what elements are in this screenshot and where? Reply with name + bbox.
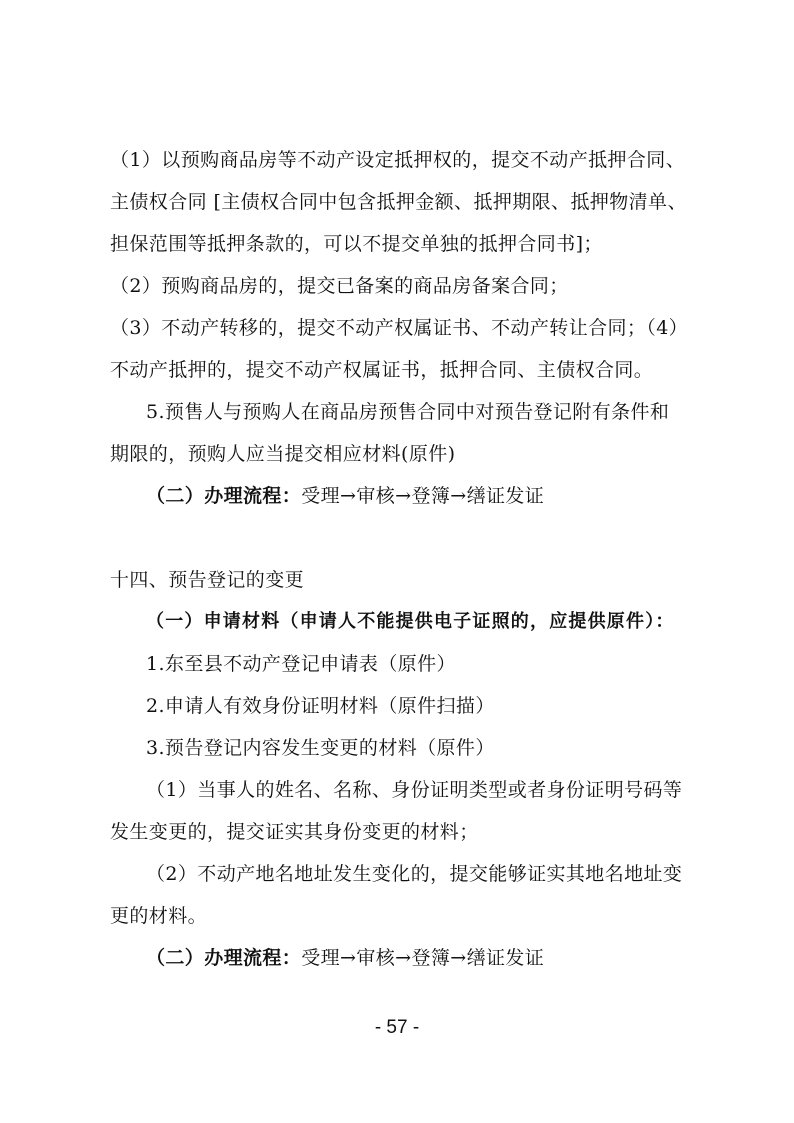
text-line: （2）预购商品房的，提交已备案的商品房备案合同； (110, 275, 569, 297)
process-label: （二）办理流程： (146, 947, 302, 969)
list-item: 更的材料。 (110, 905, 208, 927)
list-item: 2.申请人有效身份证明材料（原件扫描） (146, 695, 495, 717)
list-item: （2）不动产地名地址发生变化的，提交能够证实其地名地址变 (146, 863, 683, 885)
text-line: （1）以预购商品房等不动产设定抵押权的，提交不动产抵押合同、 (110, 149, 686, 171)
text-line: 担保范围等抵押条款的，可以不提交单独的抵押合同书]； (110, 233, 603, 255)
section-title: 十四、预告登记的变更 (110, 569, 305, 591)
list-item: （1）当事人的姓名、名称、身份证明类型或者身份证明号码等 (146, 779, 683, 801)
process-steps: 受理→审核→登簿→缮证发证 (301, 947, 545, 969)
process-label: （二）办理流程： (146, 485, 302, 507)
text-line: 主债权合同 [主债权合同中包含抵押金额、抵押期限、抵押物清单、 (110, 191, 687, 213)
page-number: - 57 - (374, 1017, 420, 1038)
process-steps: 受理→审核→登簿→缮证发证 (301, 485, 545, 507)
subsection-title: （一）申请材料（申请人不能提供电子证照的，应提供原件）： (146, 611, 675, 632)
text-line: 期限的，预购人应当提交相应材料(原件) (110, 443, 456, 465)
text-line: 不动产抵押的，提交不动产权属证书，抵押合同、主债权合同。 (110, 359, 654, 381)
process-line (146, 484, 544, 508)
list-item: 发生变更的，提交证实其身份变更的材料； (110, 821, 479, 843)
process-line (146, 946, 544, 970)
text-line: （3）不动产转移的，提交不动产权属证书、不动产转让合同；（4） (110, 317, 689, 339)
list-item: 3.预告登记内容发生变更的材料（原件） (146, 737, 495, 759)
text-line: 5.预售人与预购人在商品房预售合同中对预告登记附有条件和 (146, 401, 670, 423)
list-item: 1.东至县不动产登记申请表（原件） (146, 653, 456, 675)
